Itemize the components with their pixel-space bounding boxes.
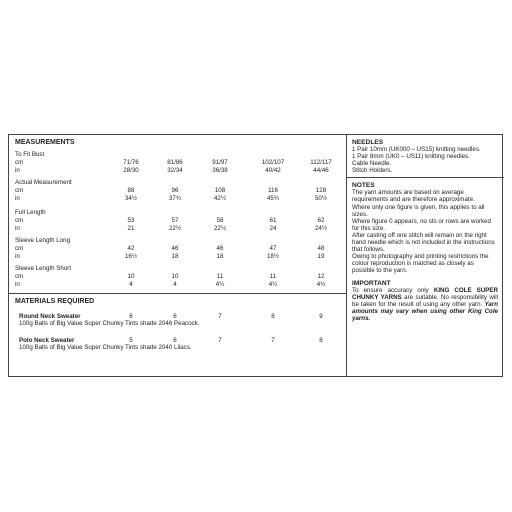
- round-neck-desc: 100g Balls of Big Value Super Chunky Tints shade 2046 Peacock.: [19, 320, 200, 327]
- actual-label: Actual Measurement: [15, 179, 72, 186]
- pattern-info-sheet: [8, 134, 503, 377]
- sleeve-short-label: Sleeve Length Short: [15, 265, 72, 272]
- value-cell: 42½: [213, 195, 227, 202]
- value-cell: 91/97: [212, 159, 228, 166]
- value-cell: 34½: [124, 195, 138, 202]
- value-cell: 48: [317, 245, 325, 252]
- value-cell: 128: [315, 187, 327, 194]
- value-cell: 71/76: [123, 159, 139, 166]
- value-cell: 28/30: [123, 167, 139, 174]
- fit-bust-cm-label: cm: [15, 159, 24, 166]
- value-cell: 16½: [124, 253, 138, 260]
- value-cell: 24½: [314, 225, 328, 232]
- sleeve-long-cm-label: cm: [15, 245, 24, 252]
- full-length-cm-label: cm: [15, 217, 24, 224]
- needles-line: 1 Pair 8mm (UK0 – US11) knitting needles.: [352, 153, 470, 161]
- measurements-heading: MEASUREMENTS: [15, 139, 75, 146]
- value-cell: 12: [317, 273, 325, 280]
- value-cell: 44/46: [313, 167, 329, 174]
- actual-in-label: in: [15, 195, 20, 202]
- full-length-label: Full Length: [15, 209, 46, 216]
- round-neck-label: Round Neck Sweater: [19, 313, 81, 320]
- sleeve-short-in-label: in: [15, 281, 20, 288]
- notes-line: Owing to photography and printing restrictions the colour reproduction is matched as closely as possible to the yarn.: [352, 253, 489, 275]
- value-cell: 4¾: [316, 281, 326, 288]
- value-cell: 11: [216, 273, 224, 280]
- important-brand: KING COLE SUPER CHUNKY YARNS: [352, 286, 498, 301]
- value-cell: 81/86: [167, 159, 183, 166]
- sleeve-short-cm-label: cm: [15, 273, 24, 280]
- value-cell: 6: [173, 313, 177, 320]
- value-cell: 46: [171, 245, 179, 252]
- value-cell: 10: [171, 273, 179, 280]
- value-cell: 57: [171, 217, 179, 224]
- value-cell: 8: [271, 313, 275, 320]
- value-cell: 61: [269, 217, 277, 224]
- needles-heading: NEEDLES: [352, 139, 384, 146]
- value-cell: 18: [171, 253, 179, 260]
- value-cell: 24: [269, 225, 277, 232]
- materials-divider: [9, 293, 346, 294]
- value-cell: 58: [216, 217, 224, 224]
- important-text-a: To ensure accuracy only: [352, 286, 429, 294]
- important-italic: Yarn amounts may vary when using other King Cole yarns.: [352, 300, 498, 322]
- notes-panel: [352, 139, 498, 322]
- value-cell: 6: [129, 313, 133, 320]
- needles-line: Stitch Holders.: [352, 167, 393, 175]
- value-cell: 7: [271, 337, 275, 344]
- value-cell: 102/107: [261, 159, 285, 166]
- value-cell: 53: [127, 217, 135, 224]
- value-cell: 8: [319, 337, 323, 344]
- notes-line: Where figure 0 appears, no sts or rows are worked for this size.: [352, 217, 491, 232]
- value-cell: 62: [317, 217, 325, 224]
- materials-heading: MATERIALS REQUIRED: [15, 298, 95, 305]
- needles-line: 1 Pair 10mm (UK000 – US15) knitting needles.: [352, 146, 481, 153]
- value-cell: 4¼: [215, 281, 225, 288]
- actual-cm-label: cm: [15, 187, 24, 194]
- value-cell: 88: [127, 187, 135, 194]
- value-cell: 22½: [168, 225, 182, 232]
- value-cell: 47: [269, 245, 277, 252]
- important-heading: IMPORTANT: [352, 279, 391, 287]
- value-cell: 40/42: [265, 167, 281, 174]
- value-cell: 21: [127, 225, 135, 232]
- notes-heading: NOTES: [352, 182, 375, 190]
- notes-line: Where only one figure is given, this applies to all sizes.: [352, 203, 485, 218]
- fit-bust-label: To Fit Bust: [15, 151, 45, 158]
- value-cell: 4¼: [268, 281, 278, 288]
- value-cell: 22½: [213, 225, 227, 232]
- column-divider: [346, 135, 347, 376]
- sleeve-long-label: Sleeve Length Long: [15, 237, 71, 244]
- value-cell: 10: [127, 273, 135, 280]
- value-cell: 11: [269, 273, 277, 280]
- fit-bust-in-label: in: [15, 167, 20, 174]
- value-cell: 37¾: [168, 195, 182, 202]
- value-cell: 116: [268, 187, 278, 194]
- needles-divider: [346, 177, 504, 178]
- value-cell: 108: [214, 187, 226, 194]
- value-cell: 4: [173, 281, 177, 288]
- value-cell: 96: [171, 187, 179, 194]
- value-cell: 5: [129, 337, 133, 344]
- value-cell: 50½: [314, 195, 328, 202]
- sleeve-long-in-label: in: [15, 253, 20, 260]
- value-cell: 4: [129, 281, 133, 288]
- important-text-b: are suitable. No responsibility will be taken for the result of using any other yarn.: [352, 293, 498, 308]
- value-cell: 32/34: [167, 167, 183, 174]
- value-cell: 7: [218, 313, 222, 320]
- important-text: [352, 287, 498, 322]
- value-cell: 9: [319, 313, 323, 320]
- value-cell: 18: [216, 253, 224, 260]
- value-cell: 6: [173, 337, 177, 344]
- polo-neck-desc: 100g Balls of Big Value Super Chunky Tints shade 2040 Lilacs.: [19, 344, 192, 351]
- value-cell: 42: [127, 245, 135, 252]
- value-cell: 46: [216, 245, 224, 252]
- value-cell: 112/117: [310, 159, 332, 166]
- value-cell: 7: [218, 337, 222, 344]
- full-length-in-label: in: [15, 225, 20, 232]
- value-cell: 19: [317, 253, 325, 260]
- value-cell: 18½: [266, 253, 280, 260]
- polo-neck-label: Polo Neck Sweater: [19, 337, 75, 344]
- notes-line: The yarn amounts are based on average requirements and are therefore approximate.: [352, 189, 475, 204]
- notes-line: After casting off one stitch will remain on the right hand needle which is not included in the instructions that follows.: [352, 231, 495, 254]
- value-cell: 45¾: [266, 195, 280, 202]
- value-cell: 36/38: [212, 167, 228, 174]
- needles-line: Cable Needle.: [352, 160, 392, 168]
